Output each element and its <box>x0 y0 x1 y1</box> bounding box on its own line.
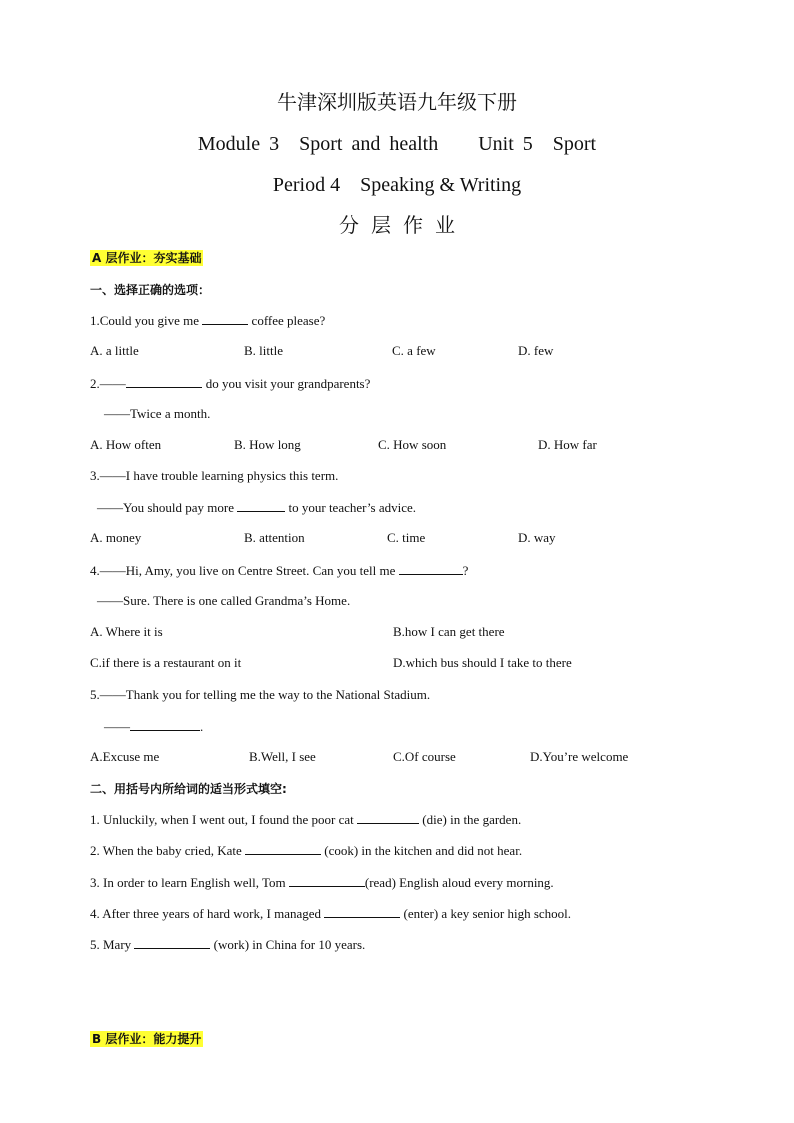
section-b-label: B 层作业：能力提升 <box>92 1032 202 1046</box>
q4-option-b: B.how I can get there <box>393 624 505 639</box>
fill-item-4-text: 4. After three years of hard work, I managed <box>90 906 322 921</box>
q3-option-b: B. attention <box>244 530 305 545</box>
fill-item-1 <box>90 811 521 828</box>
q2-option-c: C. How soon <box>378 437 447 452</box>
q5-response <box>104 718 203 735</box>
q2-answer: ——Twice a month. <box>104 406 211 421</box>
period-title: Period 4 Speaking & Writing <box>272 174 522 196</box>
q1-text-end: coffee please? <box>251 313 326 328</box>
fill-item-2-hint: (cook) in the kitchen and did not hear. <box>324 843 523 858</box>
question-2 <box>90 375 370 392</box>
part2-heading: 二、用括号内所给词的适当形式填空: <box>90 782 287 796</box>
question-4 <box>90 562 468 579</box>
fill-item-2-blank <box>245 842 321 855</box>
fill-item-1-blank <box>357 811 419 824</box>
q4-option-d: D.which bus should I take to there <box>393 655 572 670</box>
q5-text: —— <box>104 719 130 734</box>
q1-text: 1.Could you give me <box>90 313 200 328</box>
q2-option-a: A. How often <box>90 437 162 452</box>
question-5: 5.——Thank you for telling me the way to the National Stadium. <box>90 687 431 702</box>
fill-item-5-blank <box>134 936 210 949</box>
part1-heading: 一、选择正确的选项： <box>90 283 211 297</box>
q5-option-a: A.Excuse me <box>90 749 160 764</box>
fill-item-3-hint: (read) English aloud every morning. <box>364 875 554 890</box>
q4-option-a: A. Where it is <box>90 624 163 639</box>
q2-option-d: D. How far <box>538 437 597 452</box>
q1-option-a: A. a little <box>90 343 139 358</box>
q2-text-end: do you visit your grandparents? <box>205 376 371 391</box>
question-1 <box>90 312 325 329</box>
q4-option-c: C.if there is a restaurant on it <box>90 655 242 670</box>
fill-item-3-text: 3. In order to learn English well, Tom <box>90 875 286 890</box>
fill-item-5 <box>90 936 365 953</box>
fill-item-3 <box>90 874 554 891</box>
q4-text: 4.——Hi, Amy, you live on Centre Street. Can you tell me <box>90 563 396 578</box>
fill-item-2 <box>90 842 522 859</box>
question-3: 3.——I have trouble learning physics this term. <box>90 468 339 483</box>
document-title: 牛津深圳版英语九年级下册 <box>277 92 517 114</box>
q5-blank <box>130 718 200 731</box>
q2-text: 2.—— <box>90 376 126 391</box>
q5-option-d: D.You’re welcome <box>530 749 629 764</box>
q2-option-b: B. How long <box>234 437 301 452</box>
section-b-badge <box>90 1030 203 1048</box>
q5-text-end: . <box>200 719 204 734</box>
q3-text-end: to your teacher’s advice. <box>288 500 417 515</box>
q5-option-b: B.Well, I see <box>249 749 316 764</box>
q4-blank <box>399 562 463 575</box>
fill-item-3-blank <box>289 874 365 887</box>
q1-option-d: D. few <box>518 343 554 358</box>
q3-response <box>97 499 416 516</box>
fill-item-4 <box>90 905 571 922</box>
q4-answer: ——Sure. There is one called Grandma’s Home. <box>97 593 351 608</box>
fill-item-1-hint: (die) in the garden. <box>422 812 522 827</box>
q1-blank <box>202 312 248 325</box>
fill-item-4-blank <box>324 905 400 918</box>
q3-option-a: A. money <box>90 530 142 545</box>
homework-title: 分层作业 <box>339 215 467 237</box>
q3-option-d: D. way <box>518 530 556 545</box>
q2-blank <box>126 375 202 388</box>
fill-item-1-text: 1. Unluckily, when I went out, I found the poor cat <box>90 812 354 827</box>
section-a-label: A 层作业：夯实基础 <box>92 251 202 265</box>
q4-text-end: ? <box>462 563 469 578</box>
fill-item-2-text: 2. When the baby cried, Kate <box>90 843 242 858</box>
q1-option-b: B. little <box>244 343 283 358</box>
q3-blank <box>237 499 285 512</box>
fill-item-5-hint: (work) in China for 10 years. <box>213 937 366 952</box>
fill-item-5-text: 5. Mary <box>90 937 132 952</box>
module-unit-title: Module 3 Sport and health Unit 5 Sport <box>197 133 597 155</box>
q3-option-c: C. time <box>387 530 426 545</box>
fill-item-4-hint: (enter) a key senior high school. <box>403 906 572 921</box>
section-a-badge <box>90 249 203 267</box>
q5-option-c: C.Of course <box>393 749 456 764</box>
q3-text: ——You should pay more <box>97 500 234 515</box>
q1-option-c: C. a few <box>392 343 436 358</box>
